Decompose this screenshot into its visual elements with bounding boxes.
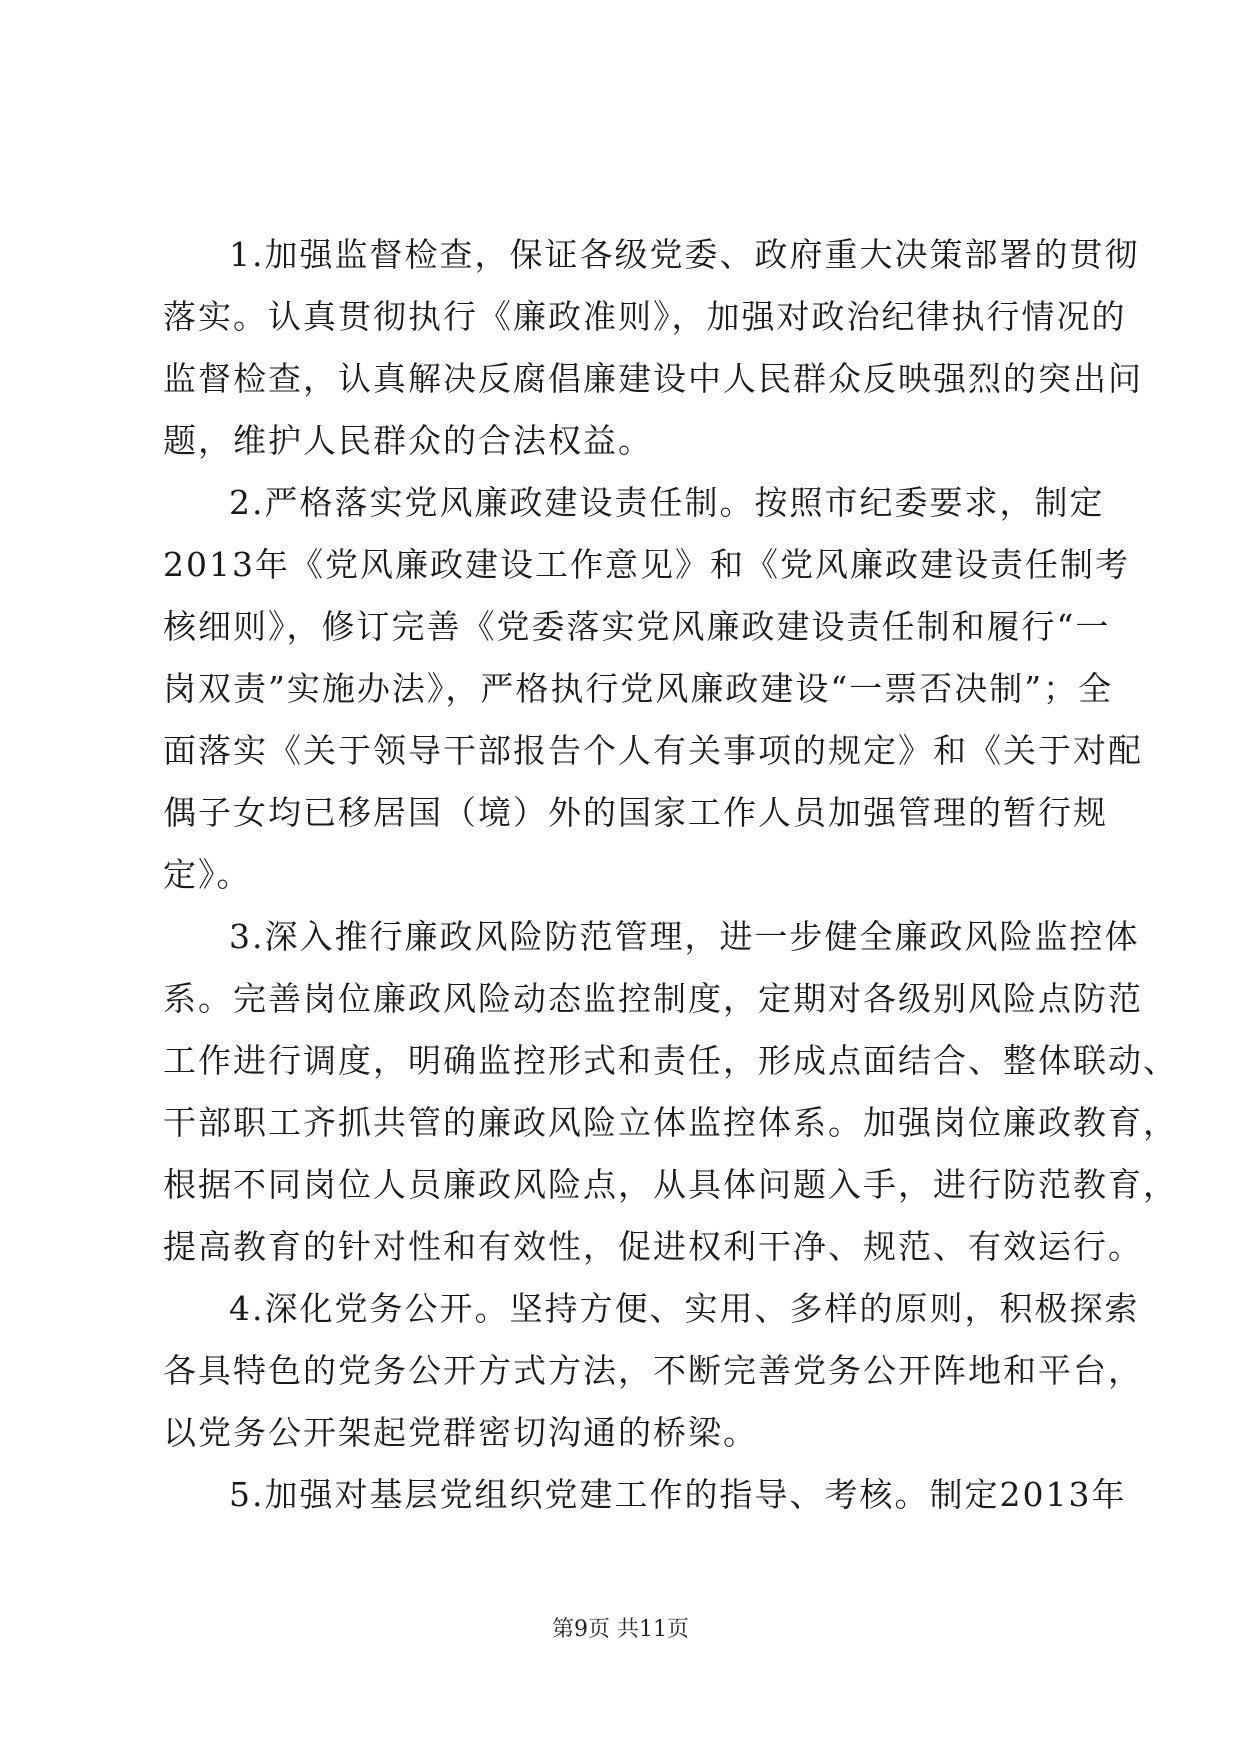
paragraph-line: 以党务公开架起党群密切沟通的桥梁。 bbox=[163, 1413, 758, 1452]
paragraph-line: 3.深入推行廉政风险防范管理，进一步健全廉政风险监控体 bbox=[229, 917, 1140, 956]
paragraph-line: 落实。认真贯彻执行《廉政准则》，加强对政治纪律执行情况的 bbox=[163, 297, 1127, 336]
paragraph-line: 2013年《党风廉政建设工作意见》和《党风廉政建设责任制考 bbox=[163, 545, 1130, 584]
paragraph-line: 偶子女均已移居国（境）外的国家工作人员加强管理的暂行规 bbox=[163, 793, 1108, 832]
paragraph-1 bbox=[163, 224, 1143, 472]
paragraph-line: 5.加强对基层党组织党建工作的指导、考核。制定2013年 bbox=[229, 1475, 1127, 1514]
paragraph-line: 干部职工齐抓共管的廉政风险立体监控体系。加强岗位廉政教育， bbox=[163, 1103, 1178, 1142]
document-body bbox=[163, 224, 1178, 1526]
paragraph-line: 2.严格落实党风廉政建设责任制。按照市纪委要求，制定 bbox=[229, 483, 1105, 522]
paragraph-line: 4.深化党务公开。坚持方便、实用、多样的原则，积极探索 bbox=[229, 1289, 1140, 1328]
paragraph-line: 定》。 bbox=[163, 855, 252, 894]
page-number-footer: 第9页 共11页 bbox=[552, 1617, 689, 1642]
paragraph-line: 根据不同岗位人员廉政风险点，从具体问题入手，进行防范教育， bbox=[163, 1165, 1178, 1204]
paragraph-2 bbox=[163, 472, 1143, 906]
paragraph-line: 1.加强监督检查，保证各级党委、政府重大决策部署的贯彻 bbox=[229, 235, 1140, 274]
paragraph-5 bbox=[163, 1464, 1127, 1526]
paragraph-line: 各具特色的党务公开方式方法，不断完善党务公开阵地和平台， bbox=[163, 1351, 1143, 1390]
paragraph-line: 岗双责”实施办法》，严格执行党风廉政建设“一票否决制”；全 bbox=[163, 669, 1114, 708]
paragraph-line: 题，维护人民群众的合法权益。 bbox=[163, 421, 653, 460]
paragraph-line: 面落实《关于领导干部报告个人有关事项的规定》和《关于对配 bbox=[163, 731, 1143, 770]
paragraph-line: 系。完善岗位廉政风险动态监控制度，定期对各级别风险点防范 bbox=[163, 979, 1143, 1018]
paragraph-line: 核细则》，修订完善《党委落实党风廉政建设责任制和履行“一 bbox=[163, 607, 1111, 646]
paragraph-line: 工作进行调度，明确监控形式和责任，形成点面结合、整体联动、 bbox=[163, 1041, 1178, 1080]
paragraph-line: 提高教育的针对性和有效性，促进权利干净、规范、有效运行。 bbox=[163, 1227, 1143, 1266]
paragraph-3 bbox=[163, 906, 1178, 1278]
paragraph-4 bbox=[163, 1278, 1143, 1464]
paragraph-line: 监督检查，认真解决反腐倡廉建设中人民群众反映强烈的突出问 bbox=[163, 359, 1143, 398]
